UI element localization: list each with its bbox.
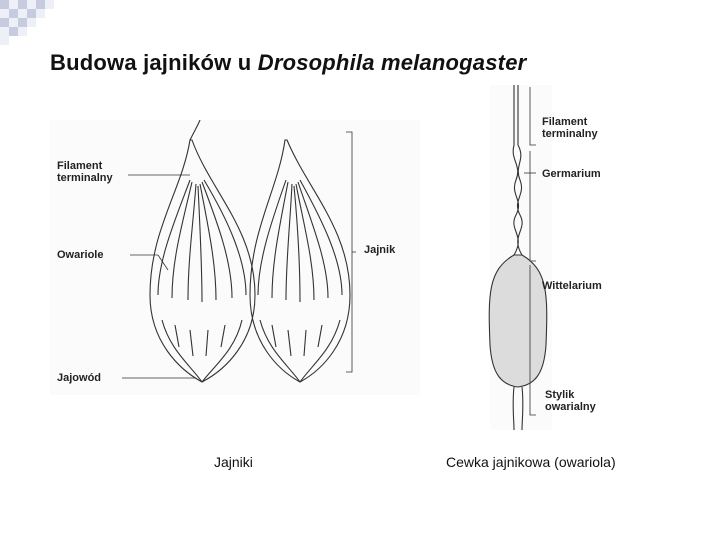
label-germarium: Germarium (542, 168, 601, 180)
label-filament-right (542, 116, 598, 140)
caption-ovaries: Jajniki (214, 454, 253, 470)
label-stylik-line2: owarialny (545, 401, 596, 413)
label-stylik-line1: Stylik (545, 389, 575, 401)
slide-title (50, 50, 526, 76)
label-wittelarium: Wittelarium (542, 280, 602, 292)
label-filament-left (57, 160, 113, 184)
caption-ovariole: Cewka jajnikowa (owariola) (446, 454, 616, 470)
label-filament-right-line1: Filament (542, 116, 588, 128)
label-owariole: Owariole (57, 249, 104, 261)
label-stylik (545, 389, 596, 413)
label-filament-left-line2: terminalny (57, 172, 113, 184)
label-jajowod: Jajowód (57, 372, 102, 384)
corner-checker-decoration (0, 0, 60, 45)
title-prefix: Budowa jajników u (50, 50, 258, 75)
label-filament-right-line2: terminalny (542, 128, 598, 140)
label-filament-left-line1: Filament (57, 160, 103, 172)
ovariole-egg-chamber (489, 255, 547, 387)
label-jajnik: Jajnik (364, 244, 396, 256)
title-species: Drosophila melanogaster (257, 50, 527, 75)
